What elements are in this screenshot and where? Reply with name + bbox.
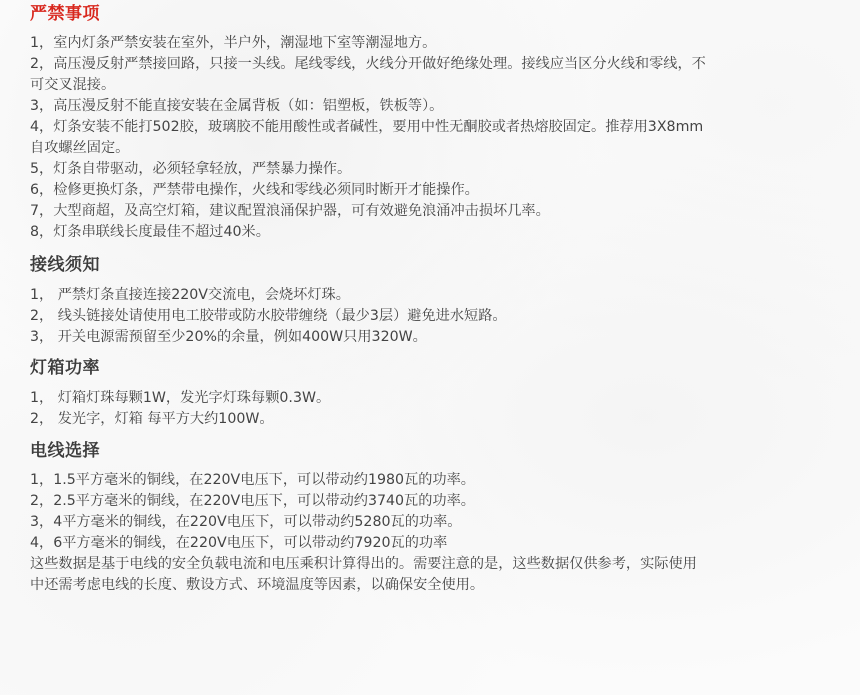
text-line: 2， 线头链接处请使用电工胶带或防水胶带缠绕（最少3层）避免进水短路。 [30, 308, 507, 324]
text-line: 3， 开关电源需预留至少20%的余量，例如400W只用320W。 [30, 329, 427, 345]
text-line: 可交叉混接。 [30, 77, 116, 93]
section-lines [30, 33, 830, 243]
section-title-wiring: 接线须知 [30, 255, 100, 275]
text-line: 这些数据是基于电线的安全负载电流和电压乘积计算得出的。需要注意的是，这些数据仅供参考，实际使用 [30, 556, 697, 572]
section-lines [30, 388, 830, 430]
section-title-wire-selection: 电线选择 [30, 441, 100, 461]
section-wiring-notes [30, 253, 830, 348]
text-line: 1， 严禁灯条直接连接220V交流电，会烧坏灯珠。 [30, 287, 350, 303]
text-line: 中还需考虑电线的长度、敷设方式、环境温度等因素，以确保安全使用。 [30, 577, 485, 593]
section-title-prohibitions: 严禁事项 [30, 4, 100, 24]
section-title-lightbox-power: 灯箱功率 [30, 358, 100, 378]
text-line: 2，2.5平方毫米的铜线，在220V电压下，可以带动约3740瓦的功率。 [30, 493, 475, 509]
text-line: 4，灯条安装不能打502胶，玻璃胶不能用酸性或者碱性，要用中性无酮胶或者热熔胶固定。推荐用3X8mm [30, 119, 704, 135]
text-line: 3，4平方毫米的铜线，在220V电压下，可以带动约5280瓦的功率。 [30, 514, 462, 530]
section-prohibitions [30, 2, 830, 243]
text-line: 4，6平方毫米的铜线，在220V电压下，可以带动约7920瓦的功率 [30, 535, 448, 551]
section-lines [30, 285, 830, 348]
text-line: 自攻螺丝固定。 [30, 140, 130, 156]
section-lightbox-power [30, 356, 830, 430]
text-line: 6，检修更换灯条，严禁带电操作，火线和零线必须同时断开才能操作。 [30, 182, 479, 198]
text-line: 1，室内灯条严禁安装在室外，半户外，潮湿地下室等潮湿地方。 [30, 35, 437, 51]
text-line: 1， 灯箱灯珠每颗1W，发光字灯珠每颗0.3W。 [30, 390, 331, 406]
text-line: 7，大型商超，及高空灯箱，建议配置浪涌保护器，可有效避免浪涌冲击损坏几率。 [30, 203, 550, 219]
text-line: 5，灯条自带驱动，必须轻拿轻放，严禁暴力操作。 [30, 161, 352, 177]
section-lines [30, 470, 830, 596]
text-line: 2， 发光字，灯箱 每平方大约100W。 [30, 411, 274, 427]
text-line: 1，1.5平方毫米的铜线，在220V电压下，可以带动约1980瓦的功率。 [30, 472, 475, 488]
section-wire-selection [30, 439, 830, 596]
text-line: 3，高压漫反射不能直接安装在金属背板（如：铝塑板，铁板等）。 [30, 98, 444, 114]
text-line: 2，高压漫反射严禁接回路，只接一头线。尾线零线，火线分开做好绝缘处理。接线应当区分火线和零线，不 [30, 56, 706, 72]
text-line: 8，灯条串联线长度最佳不超过40米。 [30, 224, 270, 240]
